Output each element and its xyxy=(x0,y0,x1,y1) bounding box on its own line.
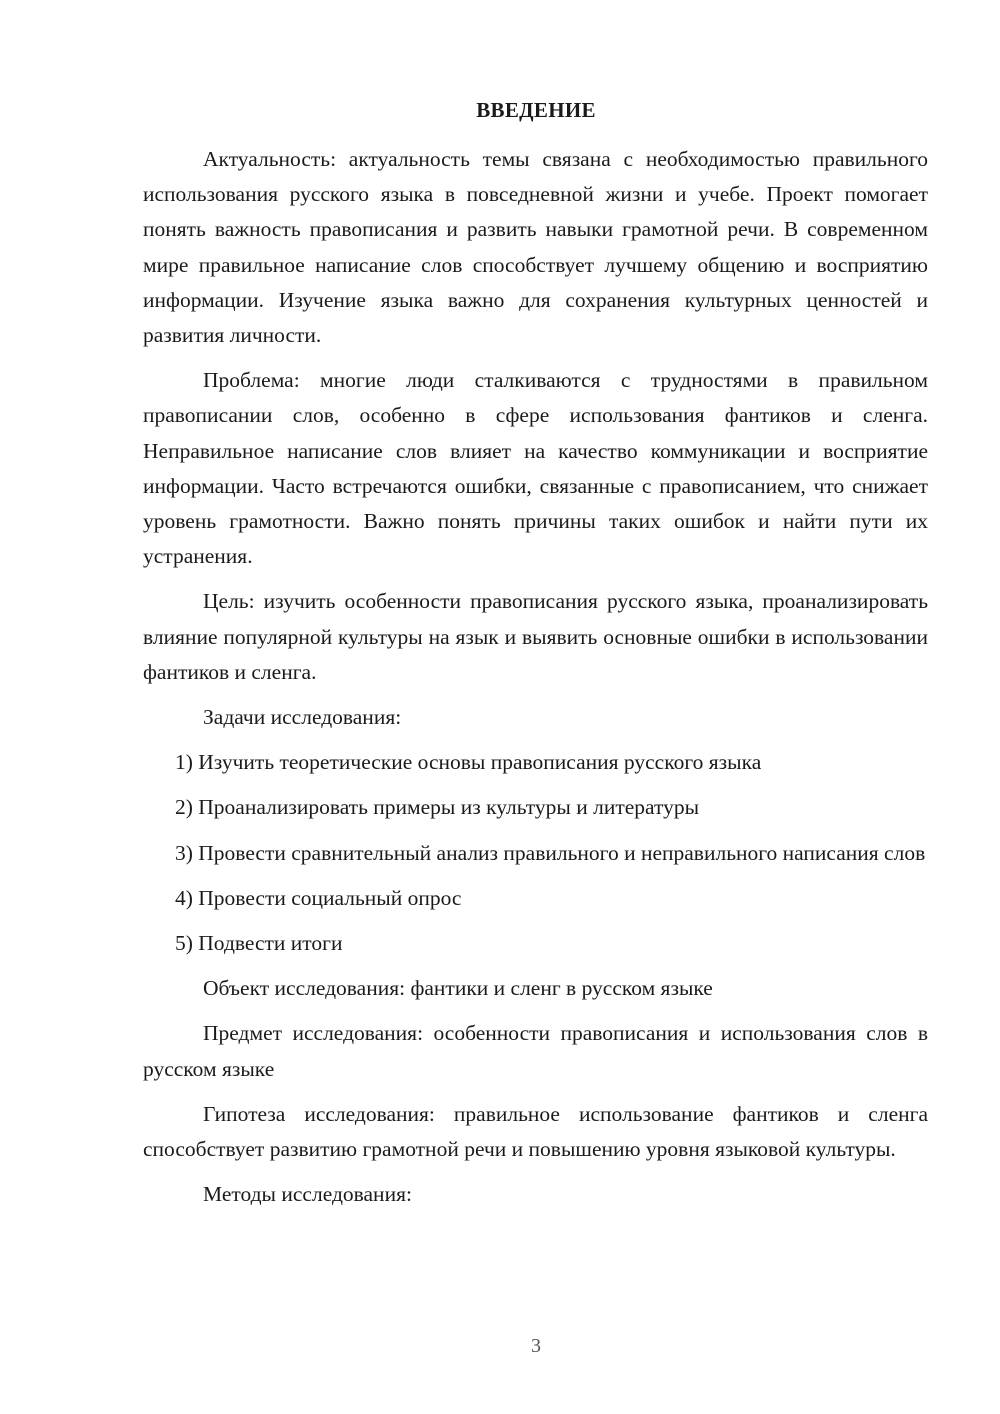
task-item-5: 5) Подвести итоги xyxy=(175,931,343,956)
document-body xyxy=(143,142,928,1222)
tasks-title: Задачи исследования: xyxy=(203,705,402,730)
task-item-1: 1) Изучить теоретические основы правописания русского языка xyxy=(175,750,762,775)
hypothesis-paragraph: Гипотеза исследования: правильное использование фантиков и сленга способствует развитию грамотной речи и повышению уровня языковой культуры. xyxy=(143,1101,928,1162)
methods-title: Методы исследования: xyxy=(203,1182,412,1207)
goal-paragraph: Цель: изучить особенности правописания русского языка, проанализировать влияние популярной культуры на язык и выявить основные ошибки в использовании фантиков и сленга. xyxy=(143,589,928,684)
section-heading: ВВЕДЕНИЕ xyxy=(476,98,596,122)
problem-paragraph: Проблема: многие люди сталкиваются с трудностями в правильном правописании слов, особенно в сфере использования фантиков и сленга. Неправильное написание слов влияет на качество коммуникации и восприятие информации. Часто встречаются ошибки, связанные с правописанием, что снижает уровень грамотности. Важно понять причины таких ошибок и найти пути их устранения. xyxy=(143,368,928,569)
relevance-paragraph: Актуальность: актуальность темы связана с необходимостью правильного использования русского языка в повседневной жизни и учебе. Проект помогает понять важность правописания и развить навыки грамотной речи. В современном мире правильное написание слов способствует лучшему общению и восприятию информации. Изучение языка важно для сохранения культурных ценностей и развития личности. xyxy=(143,147,928,348)
subject-paragraph: Предмет исследования: особенности правописания и использования слов в русском языке xyxy=(143,1021,928,1081)
page-number: 3 xyxy=(531,1335,541,1357)
task-item-2: 2) Проанализировать примеры из культуры и литературы xyxy=(175,795,700,820)
object-paragraph: Объект исследования: фантики и сленг в русском языке xyxy=(203,976,713,1001)
task-item-4: 4) Провести социальный опрос xyxy=(175,885,462,910)
task-item-3: 3) Провести сравнительный анализ правильного и неправильного написания слов xyxy=(175,840,926,865)
tasks-list xyxy=(143,745,928,961)
